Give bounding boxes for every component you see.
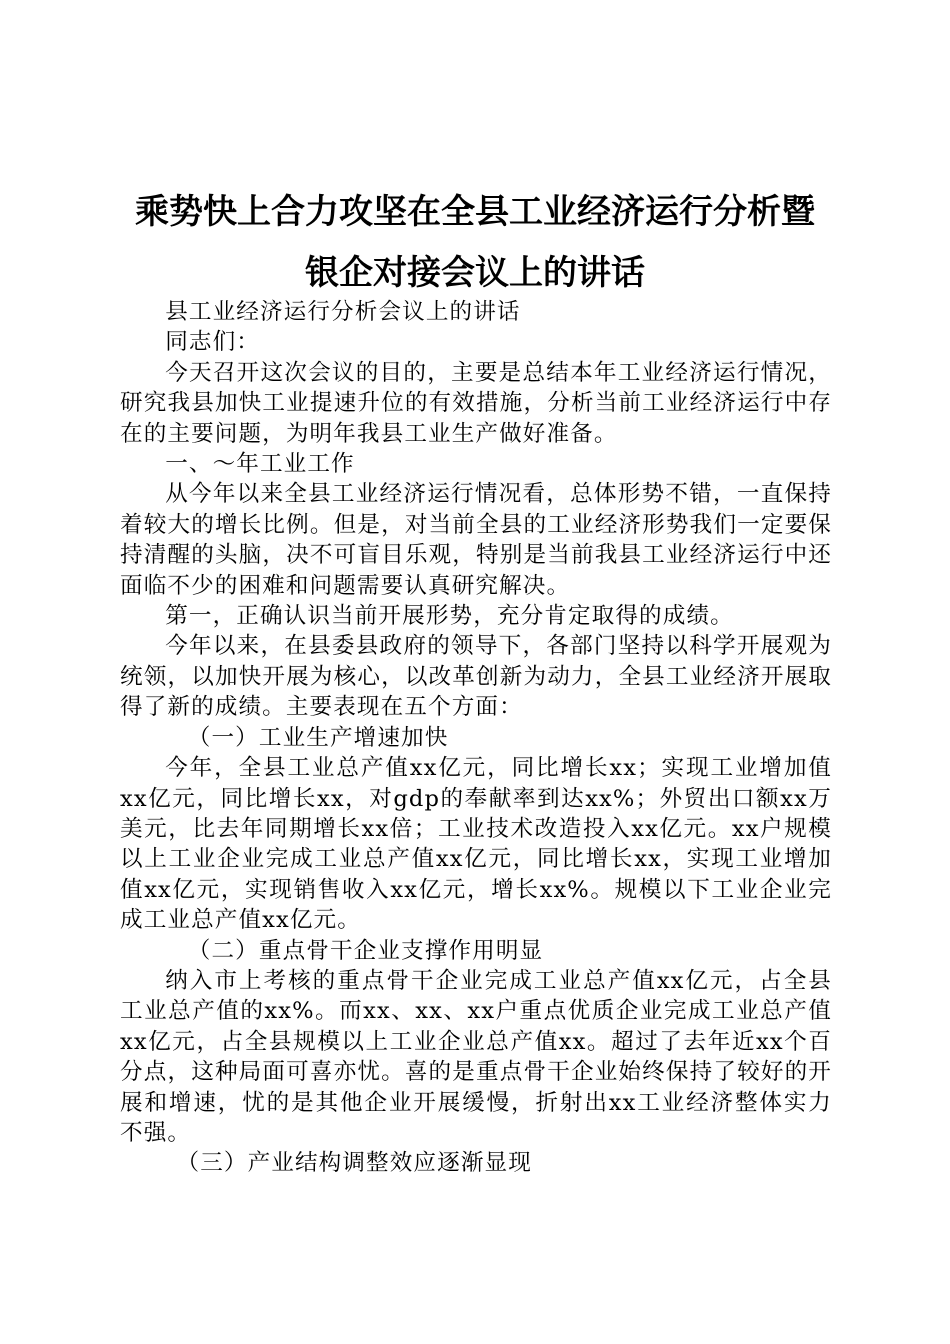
subsection-heading: （二）重点骨干企业支撑作用明显: [187, 937, 544, 964]
section-heading: 一、～年工业工作: [165, 451, 355, 478]
paragraph: 今年以来，在县委县政府的领导下，各部门坚持以科学开展观为统领，以加快开展为核心，以改革创新为动力，全县工业经济开展取得了新的成绩。主要表现在五个方面：: [120, 633, 832, 721]
speech-subtitle: 县工业经济运行分析会议上的讲话: [165, 299, 521, 325]
paragraph: 第一，正确认识当前开展形势，充分肯定取得的成绩。: [165, 603, 734, 630]
subsection-heading: （三）产业结构调整效应逐渐显现: [176, 1150, 532, 1177]
paragraph: 从今年以来全县工业经济运行情况看，总体形势不错，一直保持着较大的增长比例。但是，对当前全县的工业经济形势我们一定要保持清醒的头脑，决不可盲目乐观，特别是当前我县工业经济运行中还面临不少的困难和问题需要认真研究解决。: [120, 481, 832, 599]
title-line-1: 乘势快上合力攻坚在全县工业经济运行分析暨: [135, 192, 815, 232]
document-body: [120, 297, 832, 1179]
paragraph: 今年，全县工业总产值xx亿元，同比增长xx；实现工业增加值xx亿元，同比增长xx，对gdp的奉献率到达xx%；外贸出口额xx万美元，比去年同期增长xx倍；工业技术改造投入xx亿元。xx户规模以上工业企业完成工业总产值xx亿元，同比增长xx，实现工业增加值xx亿元，实现销售收入xx亿元，增长xx%。规模以下工业企业完成工业总产值xx亿元。: [120, 755, 832, 934]
document-title: [120, 182, 830, 304]
title-line-2: 银企对接会议上的讲话: [305, 253, 645, 293]
salutation: 同志们：: [165, 329, 260, 356]
paragraph: 纳入市上考核的重点骨干企业完成工业总产值xx亿元，占全县工业总产值的xx%。而xx、xx、xx户重点优质企业完成工业总产值xx亿元，占全县规模以上工业企业总产值xx。超过了去年近xx个百分点，这种局面可喜亦忧。喜的是重点骨干企业始终保持了较好的开展和增速，忧的是其他企业开展缓慢，折射出xx工业经济整体实力不强。: [120, 967, 832, 1146]
subsection-heading: （一）工业生产增速加快: [187, 724, 449, 751]
paragraph: 今天召开这次会议的目的，主要是总结本年工业经济运行情况，研究我县加快工业提速升位的有效措施，分析当前工业经济运行中存在的主要问题，为明年我县工业生产做好准备。: [120, 359, 832, 447]
